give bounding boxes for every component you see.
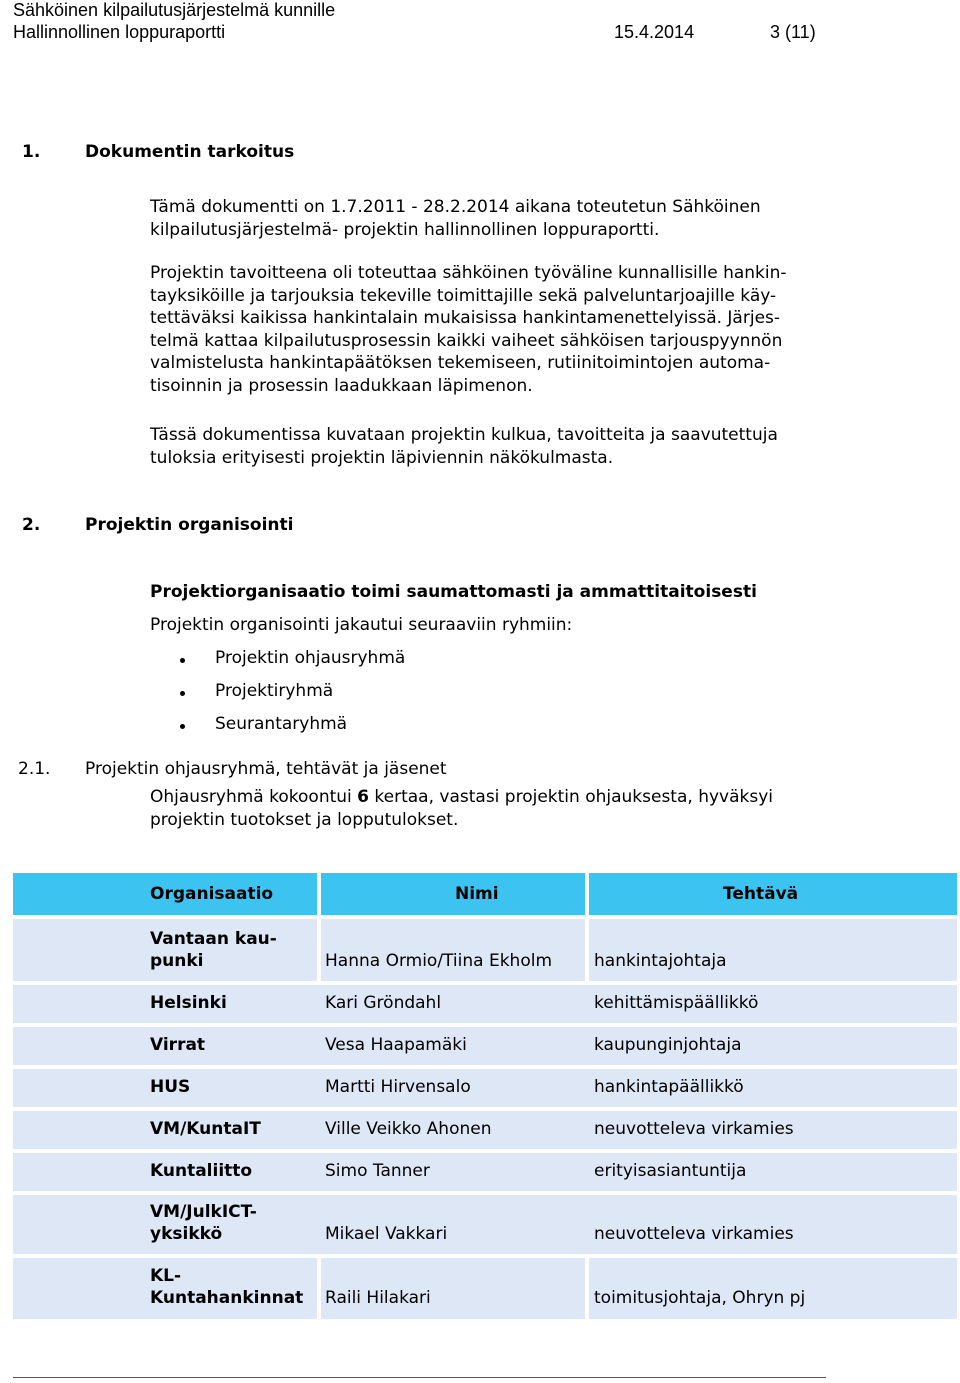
table-row-organisation [150,928,277,972]
table-row-role: erityisasiantuntija [594,1161,747,1181]
table-row-role: kehittämispäällikkö [594,993,759,1013]
table-header-role: Tehtävä [723,884,799,904]
table-row-name: Hanna Ormio/Tiina Ekholm [325,951,553,971]
bullet-icon [180,724,185,729]
text-span: kertaa, vastasi projektin ohjauksesta, hyväksyi [369,787,773,807]
table-row-role: toimitusjohtaja, Ohryn pj [594,1288,806,1308]
row-divider [13,981,957,985]
org-line: KL- [150,1266,182,1286]
org-line: Vantaan kau- [150,929,277,949]
text-line: kilpailutusjärjestelmä- projektin hallinnollinen loppuraportti. [150,219,660,240]
row-divider [13,1191,957,1195]
table-header-name: Nimi [455,884,499,904]
section-1-paragraph-2 [150,262,787,397]
text-line: tettäväksi kaikissa hankintalain mukaisissa hankintamenettelyissä. Järjes- [150,308,781,328]
table-row-organisation [150,1265,303,1309]
bullet-item: Seurantaryhmä [215,714,348,734]
table-row-name: Vesa Haapamäki [325,1035,467,1055]
section-1-title: Dokumentin tarkoitus [85,142,295,162]
table-header-organisation: Organisaatio [150,884,274,904]
text-line: Projektin tavoitteena oli toteuttaa sähköinen työväline kunnallisille hankin- [150,263,787,283]
table-row-organisation: HUS [150,1077,191,1097]
org-line: punki [150,951,204,971]
table-row-organisation: VM/KuntaIT [150,1119,261,1139]
org-line: VM/JulkICT- [150,1202,257,1222]
text-line: tuloksia erityisesti projektin läpiviennin näkökulmasta. [150,447,614,468]
bullet-item: Projektiryhmä [215,681,334,701]
row-divider [13,1149,957,1153]
text-span: Ohjausryhmä kokoontui [150,787,358,807]
table-row-name: Martti Hirvensalo [325,1077,471,1097]
org-line: yksikkö [150,1224,223,1244]
text-line: valmistelusta hankintapäätöksen tekemiseen, rutiinitoimintojen automa- [150,353,771,373]
header-title-line2: Hallinnollinen loppuraportti [13,22,226,42]
table-row-role: hankintapäällikkö [594,1077,744,1097]
column-divider [317,1258,321,1319]
table-row-role: hankintajohtaja [594,951,727,971]
table-row-name: Raili Hilakari [325,1288,431,1308]
org-line: Kuntahankinnat [150,1288,304,1308]
column-divider [585,919,589,981]
section-1-paragraph-3 [150,424,778,469]
section-1-paragraph-1 [150,196,761,241]
header-date: 15.4.2014 [614,22,695,42]
row-divider [13,1107,957,1111]
bullet-icon [180,658,185,663]
table-row-name: Mikael Vakkari [325,1224,448,1244]
column-divider [317,919,321,981]
text-line: Tässä dokumentissa kuvataan projektin kulkua, tavoitteita ja saavutettuja [150,425,778,445]
table-row-role: neuvotteleva virkamies [594,1119,794,1139]
table-row-organisation: Helsinki [150,993,227,1013]
text-line: tayksiköille ja tarjouksia tekeville toimittajille sekä palveluntarjoajille käy- [150,285,777,306]
row-divider [13,1254,957,1258]
section-2-number: 2. [22,515,41,535]
header-page-number: 3 (11) [770,22,816,42]
table-header-cell-bg [321,873,585,915]
table-row-organisation [150,1201,257,1245]
text-line: telmä kattaa kilpailutusprosessin kaikki vaiheet sähköisen tarjouspyynnön [150,330,783,351]
section-2-1-paragraph [150,786,773,831]
bullet-item: Projektin ohjausryhmä [215,648,406,668]
table-row-name: Simo Tanner [325,1161,430,1181]
section-1-number: 1. [22,142,41,162]
table-row-role: kaupunginjohtaja [594,1035,742,1055]
table-row-organisation: Virrat [150,1035,206,1055]
table-row-role: neuvotteleva virkamies [594,1224,794,1244]
bullet-icon [180,691,185,696]
text-line: Tämä dokumentti on 1.7.2011 - 28.2.2014 aikana toteutetun Sähköinen [150,197,761,217]
column-divider [585,1258,589,1319]
table-row-organisation: Kuntaliitto [150,1161,253,1181]
section-2-subheading: Projektiorganisaatio toimi saumattomasti ja ammattitaitoisesti [150,582,757,602]
table-row-name: Ville Veikko Ahonen [325,1119,492,1139]
row-divider [13,1023,957,1027]
header-title-line1: Sähköinen kilpailutusjärjestelmä kunnille [13,0,336,20]
table-row-name: Kari Gröndahl [325,993,442,1013]
row-divider [13,1065,957,1069]
section-2-title: Projektin organisointi [85,515,294,535]
section-2-1-title: Projektin ohjausryhmä, tehtävät ja jäsenet [85,759,447,779]
text-line: tisoinnin ja prosessin laadukkaan läpimenon. [150,375,533,396]
meeting-count: 6 [357,787,369,807]
footer-divider [13,1377,826,1378]
text-line: projektin tuotokset ja lopputulokset. [150,809,459,830]
text-line [150,786,773,809]
section-2-1-number: 2.1. [18,759,51,779]
section-2-intro: Projektin organisointi jakautui seuraaviin ryhmiin: [150,615,573,635]
